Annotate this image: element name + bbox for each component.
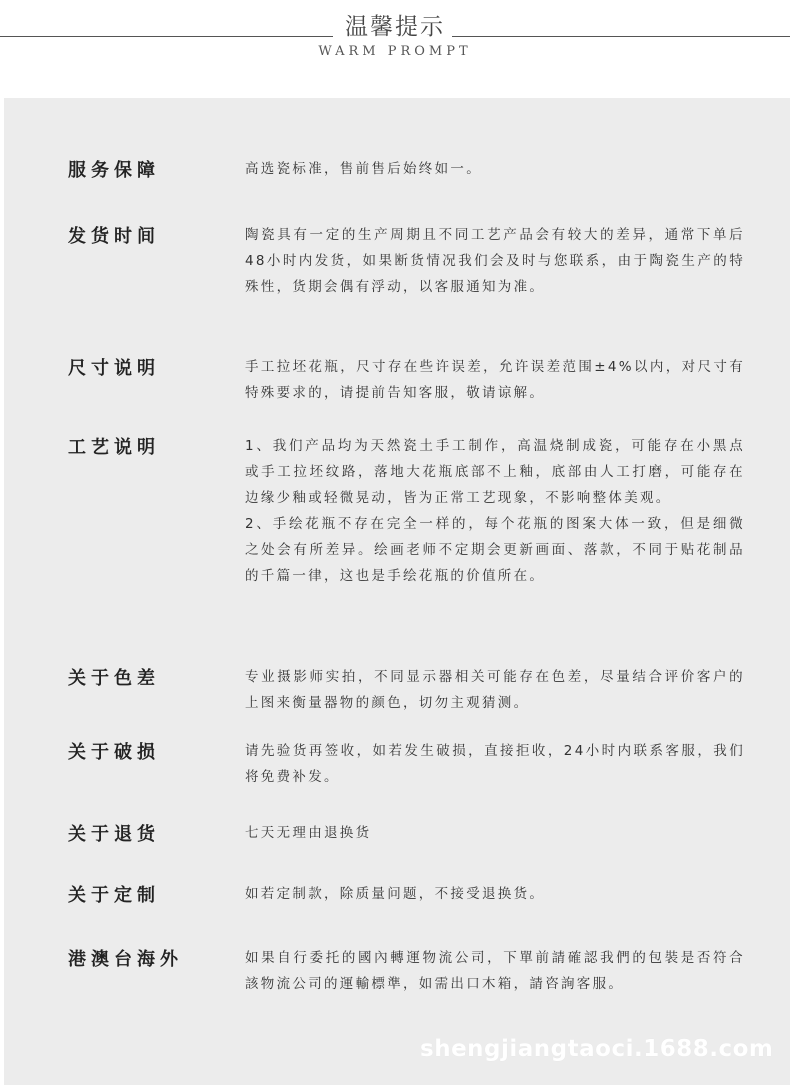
title-rule-left [0, 36, 333, 37]
section-body [245, 664, 745, 716]
notice-panel [4, 98, 790, 1085]
section-text: 1、我们产品均为天然瓷土手工制作，高温烧制成瓷，可能存在小黑点或手工拉坯纹路，落地大花瓶底部不上釉，底部由人工打磨，可能存在边缘少釉或轻微晃动，皆为正常工艺现象，不影响整体美观。 [245, 438, 745, 506]
section-body [245, 945, 745, 997]
section-label: 发货时间 [68, 226, 160, 247]
title-rule-right [452, 36, 790, 37]
watermark: shengjiangtaoci.1688.com [420, 1036, 774, 1062]
header [0, 0, 790, 98]
section-body [245, 433, 745, 589]
section-body [245, 156, 745, 182]
section-text: 请先验货再签收，如若发生破损，直接拒收，24小时内联系客服，我们将免费补发。 [245, 743, 745, 785]
section-text: 专业摄影师实拍，不同显示器相关可能存在色差，尽量结合评价客户的上图来衡量器物的颜色，切勿主观猜测。 [245, 669, 745, 711]
section-text: 如果自行委托的國內轉運物流公司，下單前請確認我們的包裝是否符合該物流公司的運輸標準，如需出口木箱，請咨詢客服。 [245, 950, 745, 992]
section-body [245, 222, 745, 300]
section-label: 尺寸说明 [68, 358, 160, 379]
section-body [245, 738, 745, 790]
section-text: 七天无理由退换货 [245, 825, 372, 841]
section-label: 关于退货 [68, 824, 160, 845]
section-label: 关于色差 [68, 668, 160, 689]
section-label: 港澳台海外 [68, 949, 183, 970]
page-subtitle: WARM PROMPT [318, 44, 472, 59]
section-body [245, 354, 745, 406]
section-text: 如若定制款，除质量问题，不接受退换货。 [245, 886, 546, 902]
section-label: 工艺说明 [68, 437, 160, 458]
section-text: 手工拉坯花瓶，尺寸存在些许误差，允许误差范围±4%以内，对尺寸有特殊要求的，请提前告知客服，敬请谅解。 [245, 359, 745, 401]
section-body [245, 820, 745, 846]
section-text: 2、手绘花瓶不存在完全一样的，每个花瓶的图案大体一致，但是细微之处会有所差异。绘画老师不定期会更新画面、落款，不同于贴花制品的千篇一律，这也是手绘花瓶的价值所在。 [245, 516, 745, 584]
section-text: 陶瓷具有一定的生产周期且不同工艺产品会有较大的差异，通常下单后48小时内发货，如果断货情况我们会及时与您联系，由于陶瓷生产的特殊性，货期会偶有浮动，以客服通知为准。 [245, 227, 745, 295]
section-body [245, 881, 745, 907]
section-label: 服务保障 [68, 160, 160, 181]
section-text: 高选瓷标准，售前售后始终如一。 [245, 161, 482, 177]
section-label: 关于破损 [68, 742, 160, 763]
section-label: 关于定制 [68, 885, 160, 906]
page-title: 温馨提示 [345, 14, 445, 40]
